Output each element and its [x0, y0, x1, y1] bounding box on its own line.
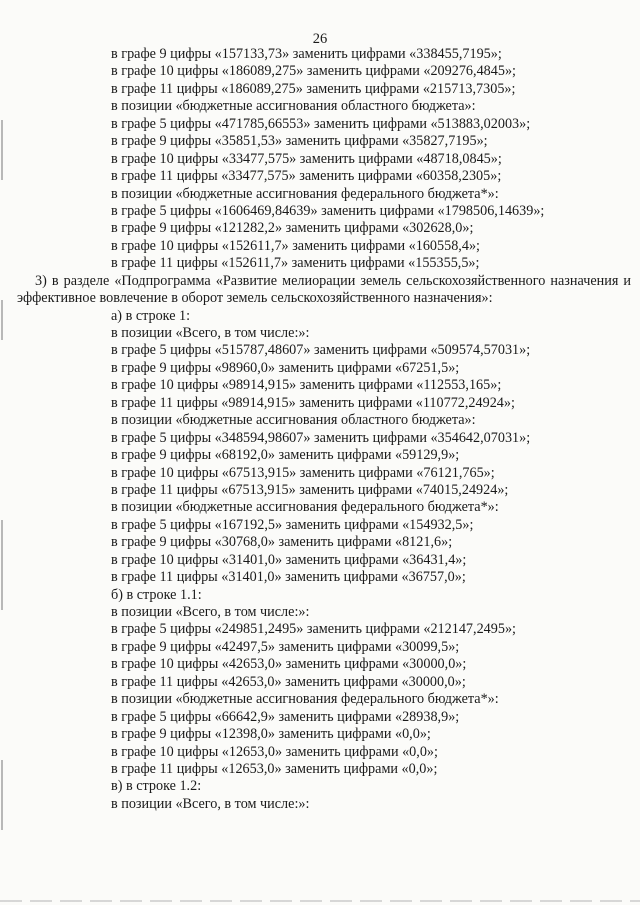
text-line: в графе 11 цифры «67513,915» заменить цифрами «74015,24924»; [111, 481, 509, 498]
text-line: в графе 11 цифры «42653,0» заменить цифрами «30000,0»; [111, 673, 466, 690]
text-line: в графе 5 цифры «167192,5» заменить цифрами «154932,5»; [111, 516, 474, 533]
text-line: в графе 9 цифры «35851,53» заменить цифрами «35827,7195»; [111, 133, 488, 150]
section-paragraph: 3) в разделе «Подпрограмма «Развитие мелиорации земель сельскохозяйственного назначения и эффективное вовлечение в оборот земель сельскохозяйственного назначения»: [17, 272, 631, 307]
text-line: в графе 10 цифры «42653,0» заменить цифрами «30000,0»; [111, 656, 467, 673]
text-line: в графе 11 цифры «98914,915» заменить цифрами «110772,24924»; [111, 394, 515, 411]
text-line: в графе 5 цифры «249851,2495» заменить цифрами «212147,2495»; [111, 621, 516, 638]
text-line: в позиции «Всего, в том числе:»: [111, 604, 310, 621]
text-line: а) в строке 1: [111, 307, 191, 324]
text-line: в позиции «бюджетные ассигнования областного бюджета»: [111, 98, 476, 115]
scan-edge-mark [1, 120, 3, 180]
text-line: в графе 10 цифры «98914,915» заменить цифрами «112553,165»; [111, 377, 502, 394]
text-line: в позиции «бюджетные ассигнования федерального бюджета*»: [111, 691, 499, 708]
text-line: в графе 11 цифры «186089,275» заменить цифрами «215713,7305»; [111, 80, 516, 97]
text-line: в графе 10 цифры «31401,0» заменить цифрами «36431,4»; [111, 551, 467, 568]
text-line: в графе 5 цифры «1606469,84639» заменить цифрами «1798506,14639»; [111, 202, 545, 219]
text-line: в графе 10 цифры «186089,275» заменить цифрами «209276,4845»; [111, 63, 516, 80]
text-line: в позиции «Всего, в том числе:»: [111, 795, 310, 812]
text-line: в позиции «бюджетные ассигнования федерального бюджета*»: [111, 185, 499, 202]
page-number: 26 [312, 31, 328, 47]
text-line: в графе 11 цифры «33477,575» заменить цифрами «60358,2305»; [111, 168, 502, 185]
amendment-list-top [111, 46, 631, 273]
text-line: в графе 11 цифры «12653,0» заменить цифрами «0,0»; [111, 760, 438, 777]
text-line: в графе 9 цифры «157133,73» заменить цифрами «338455,7195»; [111, 46, 502, 62]
scan-edge-mark [1, 760, 3, 830]
text-line: в графе 9 цифры «12398,0» заменить цифрами «0,0»; [111, 726, 431, 743]
text-line: в графе 10 цифры «33477,575» заменить цифрами «48718,0845»; [111, 150, 502, 167]
text-line: в позиции «бюджетные ассигнования федерального бюджета*»: [111, 499, 499, 516]
text-line: в графе 9 цифры «121282,2» заменить цифрами «302628,0»; [111, 220, 474, 237]
scan-edge-mark [1, 520, 3, 610]
text-line: в графе 9 цифры «98960,0» заменить цифрами «67251,5»; [111, 359, 460, 376]
text-line: в графе 5 цифры «515787,48607» заменить цифрами «509574,57031»; [111, 342, 531, 359]
text-line: в) в строке 1.2: [111, 778, 202, 795]
scan-edge-mark [1, 300, 3, 340]
text-line: в графе 9 цифры «42497,5» заменить цифрами «30099,5»; [111, 638, 460, 655]
text-line: в позиции «бюджетные ассигнования областного бюджета»: [111, 412, 476, 429]
amendment-list-bottom [111, 308, 631, 814]
text-line: в графе 5 цифры «66642,9» заменить цифрами «28938,9»; [111, 708, 460, 725]
text-line: в графе 10 цифры «152611,7» заменить цифрами «160558,4»; [111, 237, 480, 254]
text-line: в графе 9 цифры «68192,0» заменить цифрами «59129,9»; [111, 447, 460, 464]
text-line: в графе 5 цифры «348594,98607» заменить цифрами «354642,07031»; [111, 429, 531, 446]
document-body [17, 46, 631, 813]
text-line: б) в строке 1.1: [111, 586, 202, 603]
text-line: в графе 10 цифры «67513,915» заменить цифрами «76121,765»; [111, 464, 495, 481]
text-line: в графе 5 цифры «471785,66553» заменить цифрами «513883,02003»; [111, 115, 531, 132]
text-line: в графе 11 цифры «31401,0» заменить цифрами «36757,0»; [111, 569, 466, 586]
scan-bottom-edge [0, 900, 640, 902]
text-line: в графе 9 цифры «30768,0» заменить цифрами «8121,6»; [111, 534, 453, 551]
text-line: в графе 11 цифры «152611,7» заменить цифрами «155355,5»; [111, 255, 480, 272]
text-line: в графе 10 цифры «12653,0» заменить цифрами «0,0»; [111, 743, 438, 760]
text-line: в позиции «Всего, в том числе:»: [111, 325, 310, 342]
